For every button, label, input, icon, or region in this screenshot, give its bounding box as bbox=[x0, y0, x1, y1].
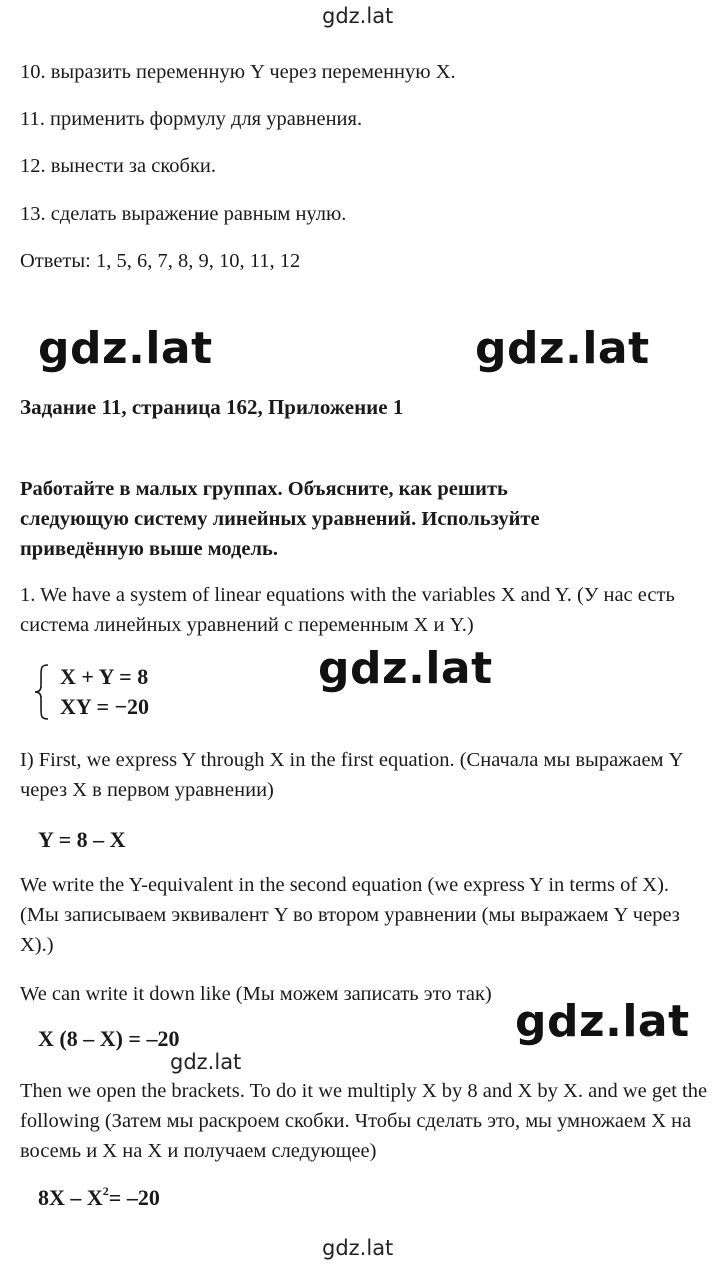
equation-final bbox=[38, 1184, 160, 1210]
list-item-10: 10. выразить переменную Y через переменную X. bbox=[20, 61, 456, 83]
watermark-bottom: gdz.lat bbox=[322, 1236, 394, 1260]
watermark-under-equation: gdz.lat bbox=[170, 1050, 242, 1074]
list-item-11: 11. применить формулу для уравнения. bbox=[20, 108, 363, 130]
watermark-middle: gdz.lat bbox=[318, 643, 493, 694]
step-I-paragraph: I) First, we express Y through X in the first equation. (Сначала мы выражаем Y через X в первом уравнении) bbox=[20, 749, 683, 801]
watermark-left: gdz.lat bbox=[38, 323, 213, 374]
watermark-right: gdz.lat bbox=[475, 323, 650, 374]
list-item-13: 13. сделать выражение равным нулю. bbox=[20, 203, 347, 225]
equation-final-right: = –20 bbox=[108, 1185, 160, 1210]
equation-substituted: X (8 – X) = –20 bbox=[38, 1026, 180, 1051]
system-brace bbox=[34, 664, 50, 720]
step-1-paragraph: 1. We have a system of linear equations with the variables X and Y. (У нас есть система линейных уравнений с переменным X и Y.) bbox=[20, 584, 675, 636]
brackets-paragraph: Then we open the brackets. To do it we multiply X by 8 and X by X. and we get the following (Затем мы раскроем скобки. Чтобы сделать это, мы умножаем X на восемь и X на X и получаем следующее) bbox=[20, 1080, 708, 1162]
equation-final-exponent: 2 bbox=[102, 1184, 109, 1198]
watermark-top: gdz.lat bbox=[322, 4, 394, 28]
watermark-lower-right: gdz.lat bbox=[515, 996, 690, 1047]
write-down-line: We can write it down like (Мы можем записать это так) bbox=[20, 983, 492, 1005]
list-item-12: 12. вынести за скобки. bbox=[20, 155, 217, 177]
task-heading: Задание 11, страница 162, Приложение 1 bbox=[20, 395, 404, 419]
system-equation-1: X + Y = 8 bbox=[60, 664, 149, 689]
system-equation-2: XY = −20 bbox=[60, 694, 150, 719]
equation-y: Y = 8 – X bbox=[38, 827, 126, 852]
equation-final-left: 8X – X bbox=[38, 1185, 103, 1210]
substitute-paragraph: We write the Y-equivalent in the second equation (we express Y in terms of X). (Мы записываем эквивалент Y во втором уравнении (мы выражаем Y через X).) bbox=[20, 874, 680, 956]
instruction-paragraph: Работайте в малых группах. Объясните, как решить следующую систему линейных уравнений. Используйте приведённую выше модель. bbox=[20, 478, 540, 560]
answers-line: Ответы: 1, 5, 6, 7, 8, 9, 10, 11, 12 bbox=[20, 250, 301, 272]
